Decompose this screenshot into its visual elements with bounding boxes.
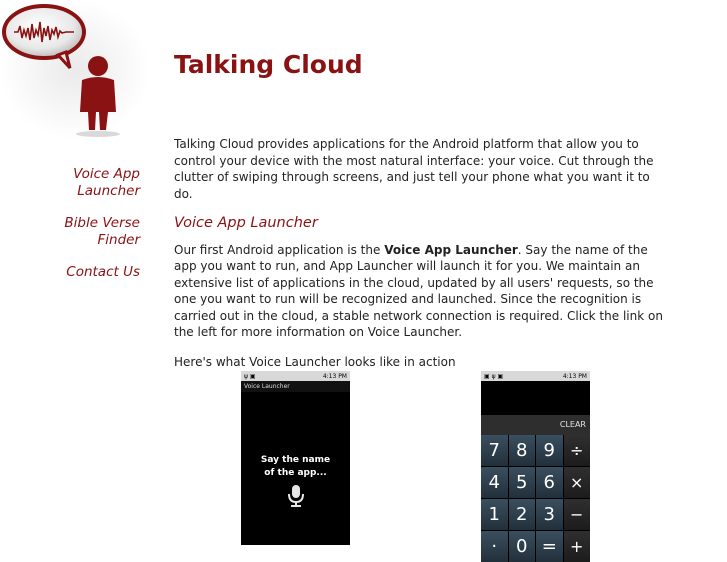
notification-icon: ▣ ψ ▣: [484, 372, 504, 380]
calculator-key: −: [564, 499, 591, 530]
calculator-key: 7: [481, 435, 508, 466]
sidebar-item-label: Contact Us: [66, 264, 140, 280]
voice-prompt: [241, 454, 350, 480]
calculator-keypad: [481, 435, 590, 562]
app-name-bold: Voice App Launcher: [384, 242, 518, 257]
app-title-bar: Voice Launcher: [241, 381, 350, 392]
calculator-key: 1: [481, 499, 508, 530]
voice-launcher-screenshot: [241, 371, 350, 545]
calculator-key: 6: [536, 467, 563, 498]
status-bar: [481, 371, 590, 381]
status-time: 4:13 PM: [562, 372, 587, 380]
screenshots-caption: Here's what Voice Launcher looks like in action: [174, 354, 456, 369]
voice-prompt-line: Say the name: [260, 455, 331, 465]
intro-paragraph: Talking Cloud provides applications for the Android platform that allow you to control your device with the most natural interface: your voice. Cut through the clutter of swiping through screens, and just tell your phone what you want it to do.: [174, 137, 654, 201]
calculator-screenshot: [481, 371, 590, 557]
calculator-key: ÷: [564, 435, 591, 466]
calculator-key: 0: [509, 531, 536, 562]
calculator-key: +: [564, 531, 591, 562]
calculator-key: 8: [509, 435, 536, 466]
status-time: 4:13 PM: [322, 372, 347, 380]
calculator-key: 5: [509, 467, 536, 498]
clear-key: CLEAR: [481, 415, 590, 435]
calculator-key: ·: [481, 531, 508, 562]
page-title: Talking Cloud: [174, 50, 363, 79]
usb-icon: ψ ▣: [244, 372, 256, 380]
sidebar-item-label: Voice App: [73, 166, 140, 182]
calculator-key: 3: [536, 499, 563, 530]
launcher-description: [174, 242, 664, 341]
main-content: [174, 136, 664, 383]
calculator-key: =: [536, 531, 563, 562]
launcher-description-text: Our first Android application is the: [174, 242, 385, 257]
calculator-key: 4: [481, 467, 508, 498]
sidebar-item-label: Launcher: [77, 183, 140, 199]
status-bar: [241, 371, 350, 381]
calculator-key: 2: [509, 499, 536, 530]
sidebar-item-contact-us[interactable]: [20, 264, 140, 281]
launcher-description-text: . Say the name of the app you want to run, and App Launcher will launch it for you. We maintain an extensive list of applications in the cloud, updated by all users' requests, so the one you want to run will be recognized and launched. Since the recognition is carried out in the cloud, a stable network connection is required. Click the link on the left for more information on Voice Launcher.: [174, 242, 663, 339]
section-title: Voice App Launcher: [174, 215, 318, 231]
sidebar-nav: [20, 166, 140, 296]
sidebar-item-label: Finder: [97, 232, 140, 248]
sidebar-item-voice-app-launcher[interactable]: [20, 166, 140, 200]
microphone-icon: [286, 484, 306, 508]
sidebar-item-label: Bible Verse: [64, 215, 140, 231]
calculator-key: ×: [564, 467, 591, 498]
voice-prompt-line: of the app...: [264, 468, 327, 478]
calculator-display: [481, 381, 590, 415]
talking-cloud-logo: [0, 0, 150, 140]
sidebar-item-bible-verse-finder[interactable]: [20, 215, 140, 249]
calculator-key: 9: [536, 435, 563, 466]
